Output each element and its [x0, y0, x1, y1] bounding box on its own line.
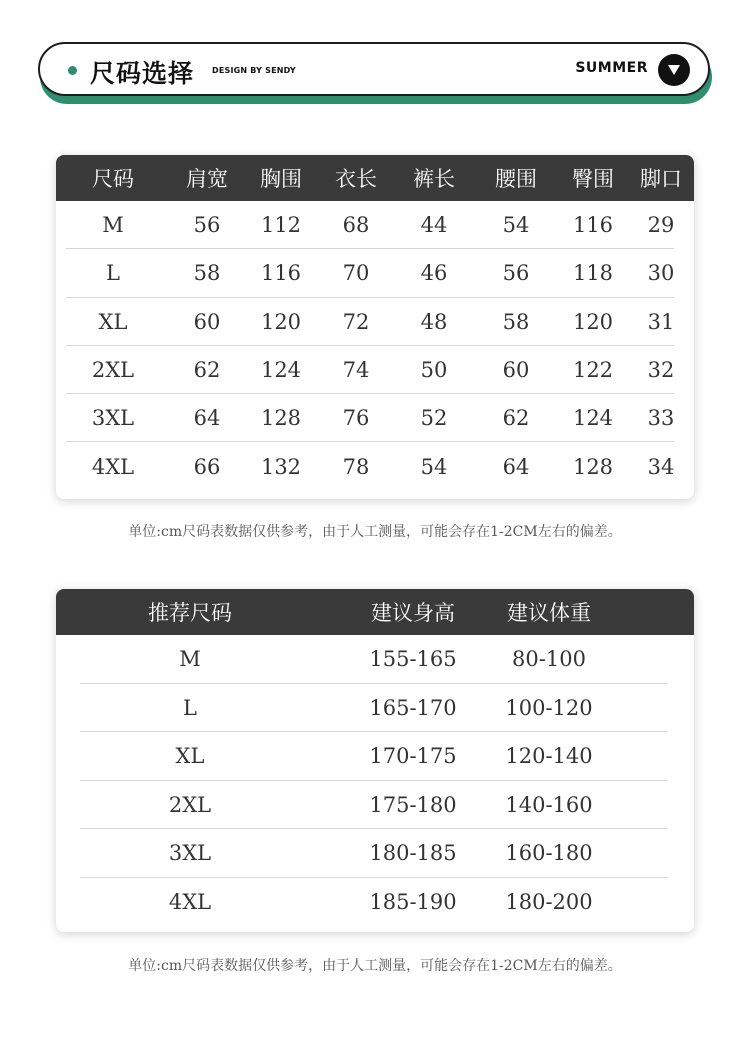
table-cell: 4XL [168, 889, 212, 914]
table-row [56, 201, 694, 249]
recommend-table-body [56, 635, 694, 926]
table-cell: M [179, 647, 201, 672]
accent-dot [68, 66, 77, 75]
table-row [56, 346, 694, 394]
table-cell: 66 [193, 454, 221, 479]
page-title: 尺码选择 [90, 59, 195, 88]
column-header: 肩宽 [186, 167, 228, 191]
table-cell: 180-185 [369, 841, 457, 866]
size-table-header [56, 155, 694, 201]
table-cell: 128 [572, 454, 614, 479]
table-cell: 64 [193, 406, 221, 431]
table-row [56, 249, 694, 297]
table-cell: 76 [342, 406, 370, 431]
table-cell: 132 [260, 454, 302, 479]
table-cell: 50 [420, 358, 448, 383]
table-cell: 54 [420, 454, 448, 479]
header-pill [38, 42, 710, 96]
table-cell: 56 [502, 261, 530, 286]
table-cell: 120 [260, 309, 302, 334]
table-cell: 80-100 [512, 647, 586, 672]
table-row [56, 732, 694, 781]
table-cell: 62 [193, 358, 221, 383]
table-cell: 140-160 [505, 792, 593, 817]
table-cell: 128 [260, 406, 302, 431]
table-cell: 30 [647, 261, 675, 286]
column-header: 建议身高 [371, 601, 455, 625]
table-row [56, 684, 694, 733]
column-header: 脚口 [640, 167, 682, 191]
table-cell: 124 [572, 406, 614, 431]
table-row [56, 829, 694, 878]
table-cell: 120 [572, 309, 614, 334]
table-row [56, 635, 694, 684]
recommend-table [56, 589, 694, 932]
table-row [56, 298, 694, 346]
table-cell: 185-190 [369, 889, 457, 914]
table-cell: 34 [647, 454, 675, 479]
table-cell: 31 [647, 309, 675, 334]
table-cell: 3XL [91, 406, 135, 431]
table-cell: 2XL [168, 792, 212, 817]
column-header: 胸围 [260, 167, 302, 191]
table-cell: 100-120 [505, 695, 593, 720]
table-cell: 68 [342, 213, 370, 238]
down-triangle-icon [658, 54, 690, 86]
table-cell: 32 [647, 358, 675, 383]
table-row [56, 442, 694, 490]
table-cell: L [106, 261, 120, 286]
design-credit: DESIGN BY SENDY [212, 66, 296, 75]
table-cell: 112 [260, 213, 302, 238]
table-cell: 118 [572, 261, 614, 286]
table-cell: 78 [342, 454, 370, 479]
table-cell: 52 [420, 406, 448, 431]
table-cell: 124 [260, 358, 302, 383]
column-header: 腰围 [495, 167, 537, 191]
column-header: 臀围 [572, 167, 614, 191]
column-header: 衣长 [335, 167, 377, 191]
table-cell: XL [175, 744, 205, 769]
table-cell: 72 [342, 309, 370, 334]
table-cell: 58 [193, 261, 221, 286]
table-row [56, 878, 694, 927]
column-header: 推荐尺码 [148, 601, 232, 625]
table-cell: 62 [502, 406, 530, 431]
table-cell: 60 [502, 358, 530, 383]
table-row [56, 394, 694, 442]
table-cell: 60 [193, 309, 221, 334]
recommend-table-note: 单位:cm尺码表数据仅供参考，由于人工测量，可能会存在1-2CM左右的偏差。 [128, 958, 622, 974]
season-label: SUMMER [575, 60, 648, 76]
column-header: 裤长 [413, 167, 455, 191]
size-table-body [56, 201, 694, 491]
table-row [56, 781, 694, 830]
table-cell: 116 [572, 213, 614, 238]
table-cell: 29 [647, 213, 675, 238]
table-cell: 170-175 [369, 744, 457, 769]
table-cell: 116 [260, 261, 302, 286]
table-cell: 160-180 [505, 841, 593, 866]
table-cell: 64 [502, 454, 530, 479]
table-cell: 33 [647, 406, 675, 431]
table-cell: 2XL [91, 358, 135, 383]
table-cell: 48 [420, 309, 448, 334]
column-header: 尺码 [92, 167, 134, 191]
table-cell: 180-200 [505, 889, 593, 914]
size-table [56, 155, 694, 499]
table-cell: 74 [342, 358, 370, 383]
table-cell: 122 [572, 358, 614, 383]
table-cell: 44 [420, 213, 448, 238]
table-cell: 3XL [168, 841, 212, 866]
table-cell: 4XL [91, 454, 135, 479]
table-cell: 54 [502, 213, 530, 238]
size-table-note: 单位:cm尺码表数据仅供参考，由于人工测量，可能会存在1-2CM左右的偏差。 [128, 524, 622, 540]
table-cell: 70 [342, 261, 370, 286]
table-cell: 175-180 [369, 792, 457, 817]
table-cell: 165-170 [369, 695, 457, 720]
table-cell: L [183, 695, 197, 720]
table-cell: 120-140 [505, 744, 593, 769]
table-cell: 58 [502, 309, 530, 334]
column-header: 建议体重 [507, 601, 591, 625]
table-cell: 56 [193, 213, 221, 238]
table-cell: XL [98, 309, 128, 334]
table-cell: M [102, 213, 124, 238]
table-cell: 46 [420, 261, 448, 286]
table-cell: 155-165 [369, 647, 457, 672]
recommend-table-header [56, 589, 694, 635]
